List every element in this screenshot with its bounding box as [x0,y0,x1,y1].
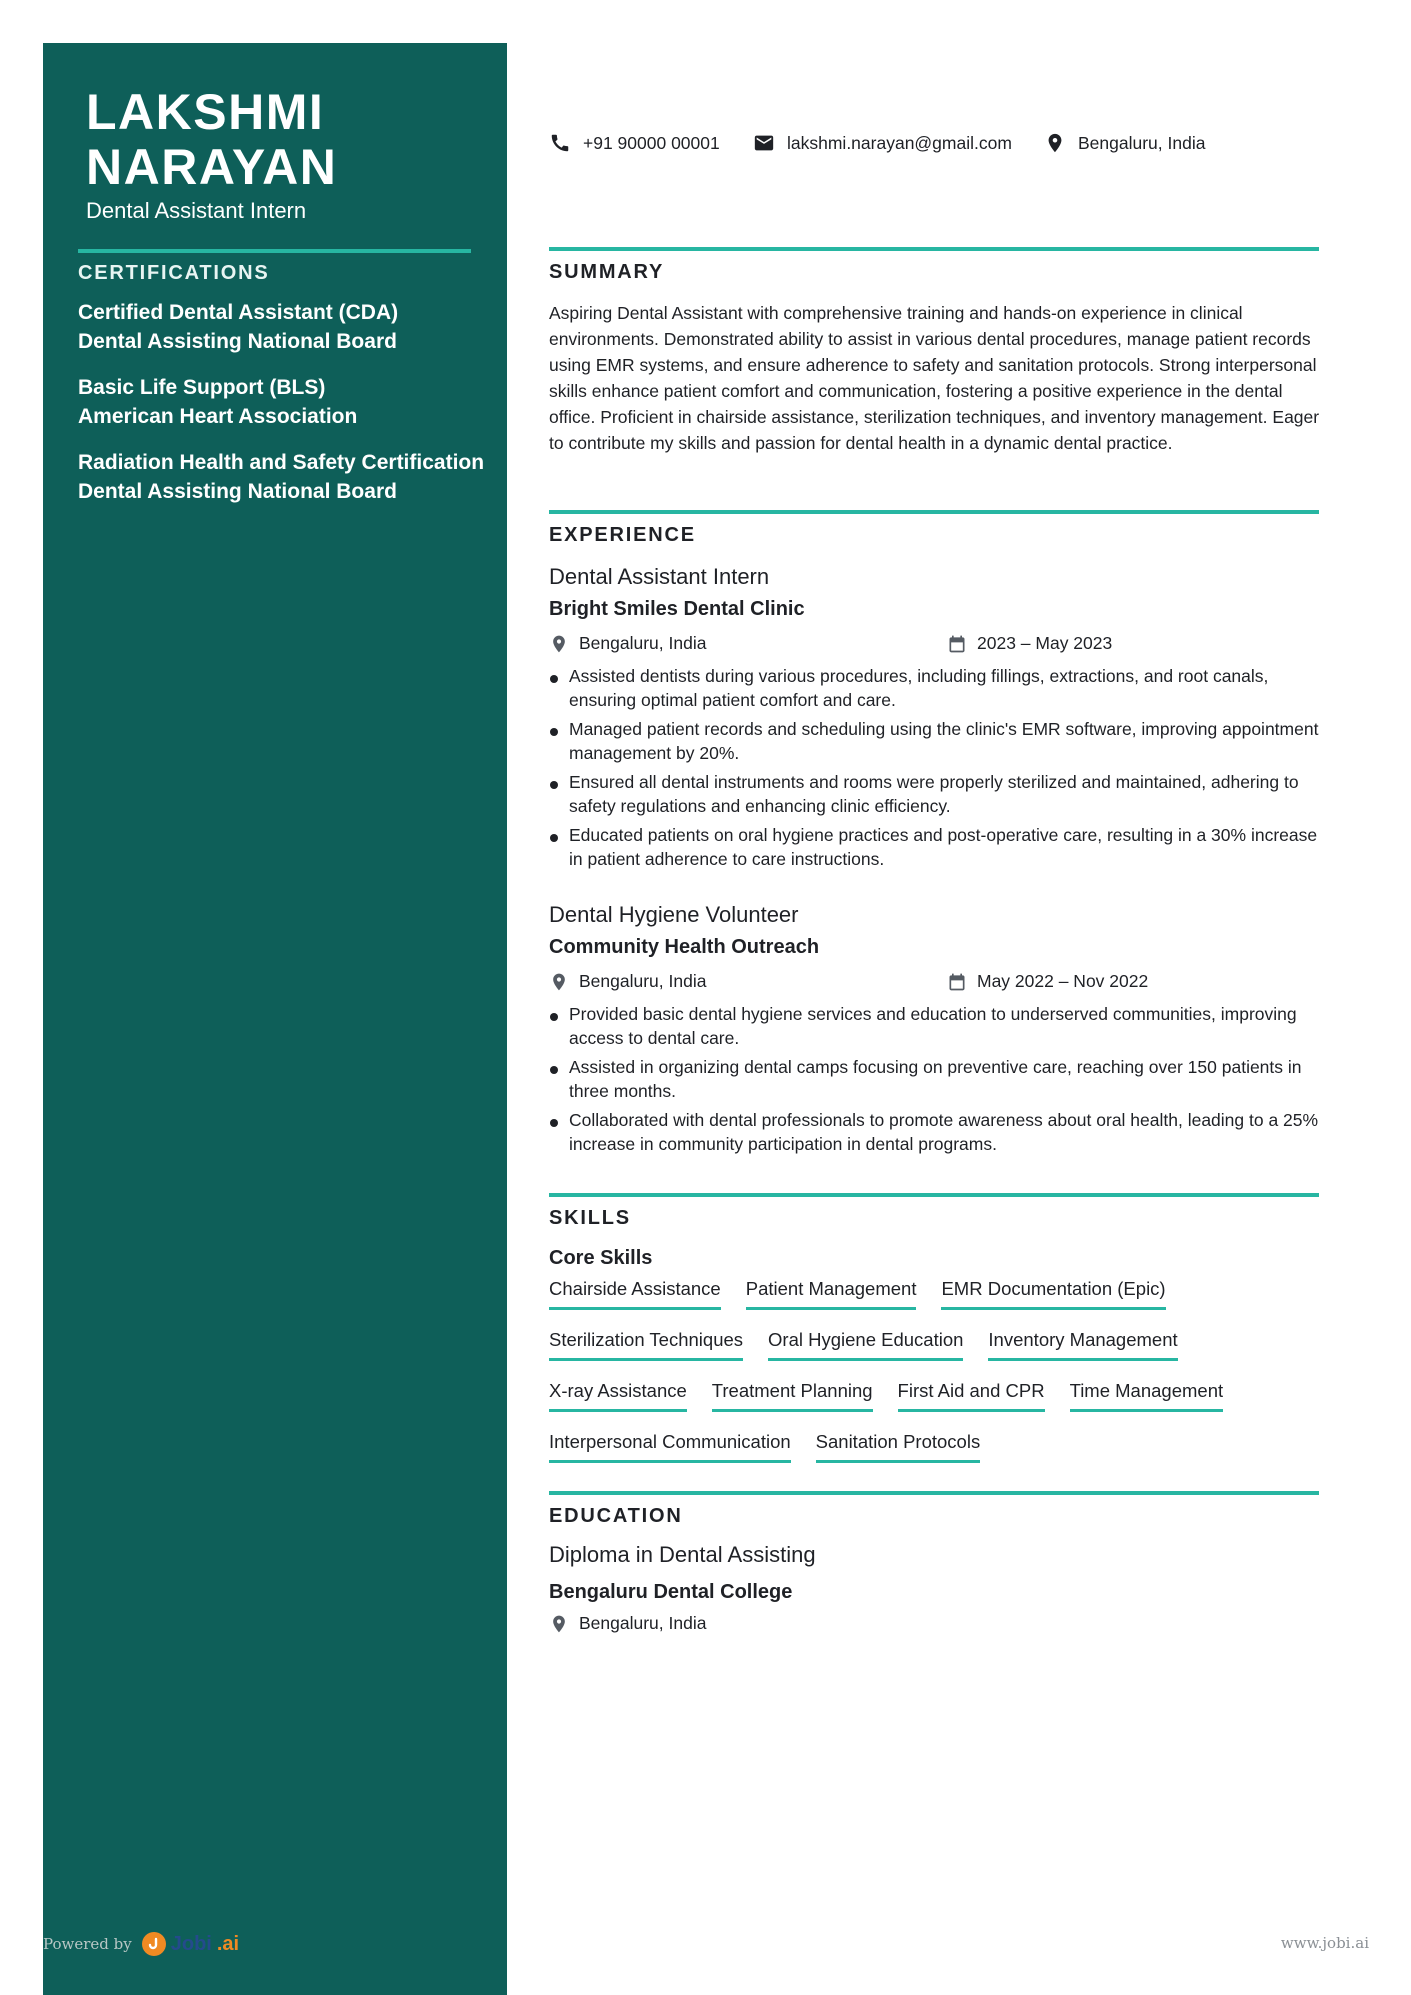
name-line-2: NARAYAN [86,139,338,195]
education-divider [549,1491,1319,1495]
certification-title: Certified Dental Assistant (CDA) [78,301,399,324]
skill-tag: X-ray Assistance [549,1376,687,1412]
job-dates-text: May 2022 – Nov 2022 [977,971,1149,991]
certification-item [78,448,488,506]
candidate-role: Dental Assistant Intern [86,198,307,223]
brand-name: Jobi [170,1932,212,1955]
education-heading: EDUCATION [549,1505,683,1527]
location-text: Bengaluru, India [1078,132,1206,153]
certifications-list [78,298,488,523]
job-dates [947,971,1148,992]
list-item: Collaborated with dental professionals to promote awareness about oral health, leading to a 25% increase in community participation in dental programs. [549,1108,1319,1156]
job-bullets [549,1002,1319,1156]
powered-by-text: Powered by [43,1935,132,1953]
job-title: Dental Hygiene Volunteer [549,902,799,927]
skill-tag: Sanitation Protocols [816,1427,981,1463]
list-item: Assisted in organizing dental camps focusing on preventive care, reaching over 150 patients in three months. [549,1055,1319,1103]
skill-tag: EMR Documentation (Epic) [941,1274,1165,1310]
skills-divider [549,1193,1319,1197]
contact-phone[interactable] [549,128,720,158]
skills-row [549,1376,1329,1427]
website-link[interactable]: www.jobi.ai [1280,1934,1369,1952]
certifications-heading: CERTIFICATIONS [78,262,270,284]
mail-icon [753,132,775,154]
job-dates-text: 2023 – May 2023 [977,633,1113,653]
job-location-text: Bengaluru, India [579,633,707,653]
skills-row [549,1325,1329,1376]
jobi-logo-icon [142,1932,166,1956]
list-item: Educated patients on oral hygiene practices and post-operative care, resulting in a 30% increase in patient adherence to care instructions. [549,823,1319,871]
brand-suffix: .ai [216,1932,240,1955]
list-item: Managed patient records and scheduling using the clinic's EMR software, improving appointment management by 20%. [549,717,1319,765]
location-pin-icon [549,634,569,654]
certification-issuer: Dental Assisting National Board [78,480,397,503]
certification-issuer: Dental Assisting National Board [78,330,397,353]
education-location-text: Bengaluru, India [579,1613,707,1633]
contact-email[interactable] [753,128,1012,158]
certification-issuer: American Heart Association [78,405,358,428]
job-organization: Bright Smiles Dental Clinic [549,598,805,620]
job-entry [549,562,1319,876]
location-pin-icon [549,1614,569,1634]
skill-tag: Sterilization Techniques [549,1325,743,1361]
skills-subheading: Core Skills [549,1247,653,1269]
job-entry [549,900,1319,1161]
education-location [549,1613,1319,1634]
phone-text: +91 90000 00001 [583,132,720,153]
sidebar-divider [78,249,471,253]
skill-tag: Patient Management [746,1274,917,1310]
skill-tag: Inventory Management [988,1325,1177,1361]
job-title: Dental Assistant Intern [549,564,770,589]
email-text: lakshmi.narayan@gmail.com [787,132,1012,153]
skill-tag: Interpersonal Communication [549,1427,791,1463]
skills-list [549,1274,1329,1478]
job-meta [549,629,1319,661]
job-location-text: Bengaluru, India [579,971,707,991]
experience-heading: EXPERIENCE [549,524,696,546]
location-pin-icon [1044,132,1066,154]
brand-logo [142,1932,239,1956]
job-organization: Community Health Outreach [549,936,820,958]
skill-tag: First Aid and CPR [898,1376,1045,1412]
job-location [549,633,706,654]
contact-location [1044,128,1205,158]
education-school: Bengaluru Dental College [549,1581,793,1603]
skill-tag: Chairside Assistance [549,1274,721,1310]
job-meta [549,967,1319,999]
location-pin-icon [549,972,569,992]
summary-heading: SUMMARY [549,261,665,283]
skills-row [549,1274,1329,1325]
list-item: Ensured all dental instruments and rooms were properly sterilized and maintained, adhering to safety regulations and enhancing clinic efficiency. [549,770,1319,818]
calendar-icon [947,972,967,992]
skills-heading: SKILLS [549,1207,631,1229]
education-entry [549,1540,1319,1634]
phone-icon [549,132,571,154]
skills-row [549,1427,1329,1478]
job-location [549,971,706,992]
education-degree: Diploma in Dental Assisting [549,1542,816,1567]
certification-title: Basic Life Support (BLS) [78,376,326,399]
certification-title: Radiation Health and Safety Certification [78,451,485,474]
summary-text: Aspiring Dental Assistant with comprehensive training and hands-on experience in clinical environments. Demonstrated ability to assist in various dental procedures, manage patient records using EMR systems, and ensure adherence to safety and sanitation protocols. Strong interpersonal skills enhance patient comfort and communication, fostering a positive experience in the dental office. Proficient in chairside assistance, sterilization techniques, and inventory management. Eager to contribute my skills and passion for dental health in a dynamic dental practice. [549,303,1320,453]
powered-by[interactable] [43,1932,239,1956]
candidate-name [86,85,337,195]
sidebar [43,43,507,1995]
job-dates [947,633,1112,654]
list-item: Provided basic dental hygiene services and education to underserved communities, improving access to dental care. [549,1002,1319,1050]
skill-tag: Oral Hygiene Education [768,1325,963,1361]
summary-divider [549,247,1319,251]
certification-item [78,373,488,431]
skill-tag: Treatment Planning [712,1376,873,1412]
skill-tag: Time Management [1070,1376,1224,1412]
job-bullets [549,664,1319,871]
list-item: Assisted dentists during various procedures, including fillings, extractions, and root canals, ensuring optimal patient comfort and care. [549,664,1319,712]
certification-item [78,298,488,356]
calendar-icon [947,634,967,654]
experience-divider [549,510,1319,514]
name-line-1: LAKSHMI [86,84,325,140]
